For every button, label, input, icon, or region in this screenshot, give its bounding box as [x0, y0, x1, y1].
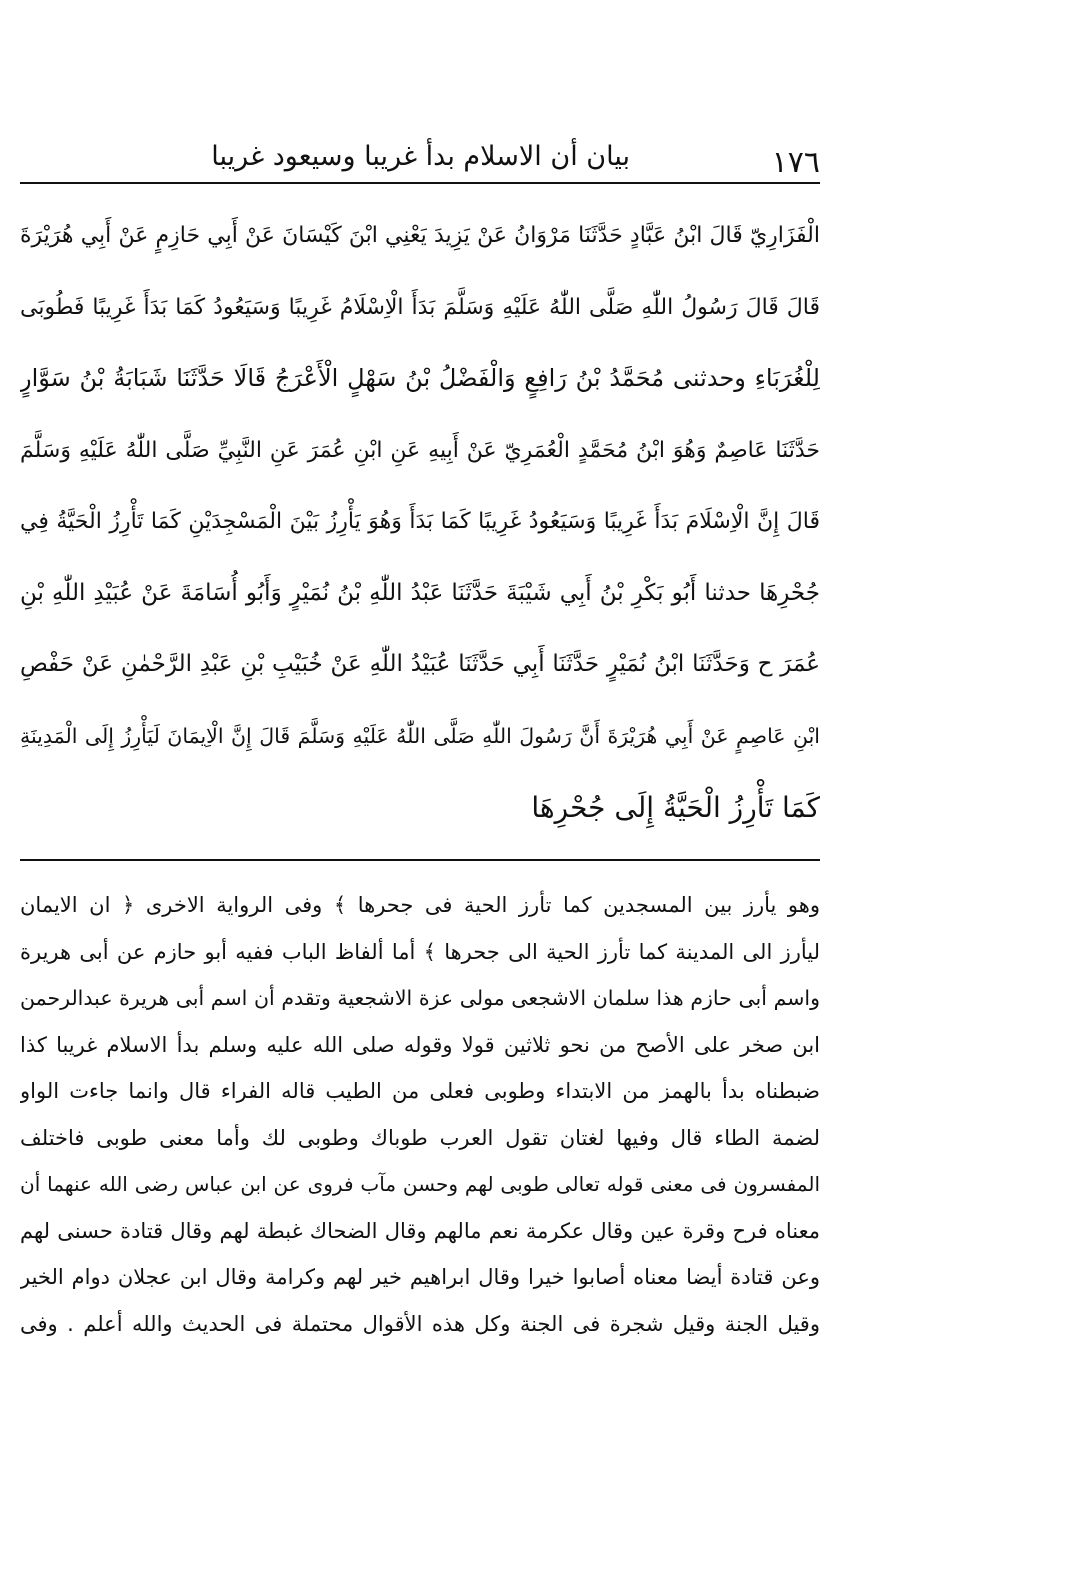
- page-number: ١٧٦: [771, 145, 820, 180]
- commentary-line: واسم أبى حازم هذا سلمان الاشجعى مولى عزة الاشجعية وتقدم أن اسم أبى هريرة عبدالرحمن: [20, 986, 820, 1010]
- commentary-line: وهو يأرز بين المسجدين كما تأرز الحية فى جحرها ﴾ وفى الرواية الاخرى ﴿ ان الايمان: [20, 893, 820, 917]
- commentary-line: ليأرز الى المدينة كما تأرز الحية الى جحرها ﴾ أما ألفاظ الباب ففيه أبو حازم عن أبى هريرة: [20, 939, 820, 964]
- hadith-line: ابْنِ عَاصِمٍ عَنْ أَبِي هُرَيْرَةَ أَنَّ رَسُولَ اللّٰهِ صَلَّى اللّٰهُ عَلَيْهِ وَسَلَّمَ قَالَ إِنَّ الْاِيمَانَ لَيَأْرِزُ إِلَى الْمَدِينَةِ: [20, 723, 820, 748]
- running-title: بيان أن الاسلام بدأ غريبا وسيعود غريبا: [211, 141, 630, 172]
- commentary-line: لضمة الطاء قال وفيها لغتان تقول العرب طوباك وطوبى لك وأما معنى طوبى فاختلف: [20, 1125, 820, 1150]
- commentary-text-block: [20, 882, 820, 1347]
- hadith-line: قَالَ قَالَ رَسُولُ اللّٰهِ صَلَّى اللّٰهُ عَلَيْهِ وَسَلَّمَ بَدَأَ الْاِسْلَامُ غَرِيبًا وَسَيَعُودُ كَمَا بَدَأَ غَرِيبًا فَطُوبَى: [20, 294, 820, 320]
- commentary-line: معناه فرح وقرة عين وقال عكرمة نعم مالهم وقال الضحاك غبطة لهم وقال قتادة حسنى لهم: [20, 1218, 820, 1243]
- commentary-line: وعن قتادة أيضا معناه أصابوا خيرا وقال ابراهيم خير لهم وكرامة وقال ابن عجلان دوام الخير: [20, 1265, 820, 1289]
- hadith-line: جُحْرِهَا حدثنا أَبُو بَكْرِ بْنُ أَبِي شَيْبَةَ حَدَّثَنَا عَبْدُ اللّٰهِ بْنُ نُمَيْرٍ وَأَبُو أُسَامَةَ عَنْ عُبَيْدِ اللّٰهِ بْنِ: [20, 579, 820, 606]
- page-header: [20, 128, 820, 180]
- section-separator-rule: [20, 859, 820, 861]
- commentary-line: المفسرون فى معنى قوله تعالى طوبى لهم وحسن مآب فروى عن ابن عباس رضى الله عنهما أن: [20, 1172, 820, 1196]
- hadith-line: قَالَ إِنَّ الْاِسْلَامَ بَدَأَ غَرِيبًا وَسَيَعُودُ غَرِيبًا كَمَا بَدَأَ وَهُوَ يَأْرِزُ بَيْنَ الْمَسْجِدَيْنِ كَمَا تَأْرِزُ الْحَيَّةُ فِي: [20, 509, 820, 534]
- commentary-line: وقيل الجنة وقيل شجرة فى الجنة وكل هذه الأقوال محتملة فى الحديث والله أعلم . وفى: [20, 1311, 820, 1336]
- hadith-line: عُمَرَ ح وَحَدَّثَنَا ابْنُ نُمَيْرٍ حَدَّثَنَا أَبِي حَدَّثَنَا عُبَيْدُ اللّٰهِ عَنْ خُبَيْبِ بْنِ عَبْدِ الرَّحْمٰنِ عَنْ حَفْصِ: [20, 651, 820, 677]
- commentary-line: ابن صخر على الأصح من نحو ثلاثين قولا وقوله صلى الله عليه وسلم بدأ الاسلام غريبا كذا: [20, 1032, 820, 1057]
- header-rule: [20, 182, 820, 184]
- commentary-line: ضبطناه بدأ بالهمز من الابتداء وطوبى فعلى من الطيب قاله الفراء قال وانما جاءت الواو: [20, 1079, 820, 1103]
- hadith-line: الْفَزَارِيّ قَالَ ابْنُ عَبَّادٍ حَدَّثَنَا مَرْوَانُ عَنْ يَزِيدَ يَعْنِي ابْنَ كَيْسَانَ عَنْ أَبِي حَازِمٍ عَنْ أَبِي هُرَيْرَةَ: [20, 223, 820, 248]
- hadith-text-block: [20, 200, 820, 844]
- hadith-line: لِلْغُرَبَاءِ وحدثنى مُحَمَّدُ بْنُ رَافِعٍ وَالْفَضْلُ بْنُ سَهْلٍ الْأَعْرَجُ قَالَا حَدَّثَنَا شَبَابَةُ بْنُ سَوَّارٍ: [20, 364, 820, 392]
- hadith-line: كَمَا تَأْرِزُ الْحَيَّةُ إِلَى جُحْرِهَا: [531, 791, 820, 824]
- hadith-line: حَدَّثَنَا عَاصِمٌ وَهُوَ ابْنُ مُحَمَّدٍ الْعُمَرِيّ عَنْ أَبِيهِ عَنِ ابْنِ عُمَرَ عَنِ النَّبِيِّ صَلَّى اللّٰهُ عَلَيْهِ وَسَلَّمَ: [20, 437, 820, 463]
